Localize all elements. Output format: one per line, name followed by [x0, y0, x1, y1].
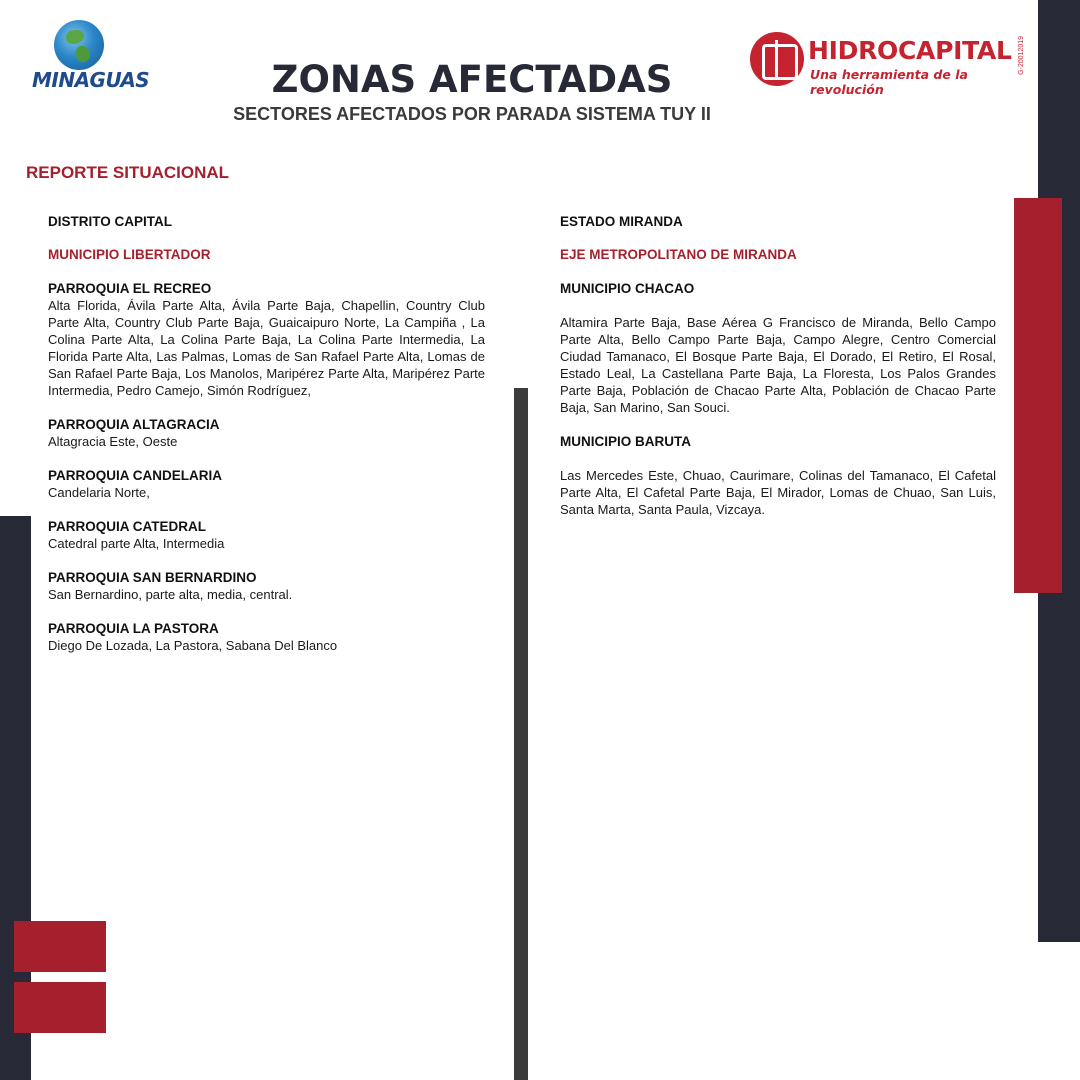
parish-section — [48, 569, 485, 603]
municipality-name: MUNICIPIO CHACAO — [560, 281, 695, 296]
axis-heading: EJE METROPOLITANO DE MIRANDA — [560, 247, 797, 262]
parish-name: PARROQUIA LA PASTORA — [48, 621, 219, 636]
decorative-square-red-bottom — [14, 982, 106, 1033]
right-column — [560, 213, 996, 535]
parish-section — [48, 280, 485, 399]
parish-sectors: Candelaria Norte, — [48, 485, 150, 500]
column-divider — [514, 388, 528, 1080]
hidrocapital-logo-name: HIDROCAPITAL — [808, 36, 1012, 65]
municipality-heading: MUNICIPIO LIBERTADOR — [48, 247, 211, 262]
hidrocapital-code: G-20012019 — [1018, 36, 1025, 75]
municipality-section — [560, 433, 996, 518]
parish-section — [48, 416, 485, 450]
parish-section — [48, 518, 485, 552]
page-subtitle: SECTORES AFECTADOS POR PARADA SISTEMA TUY II — [233, 104, 711, 124]
municipality-sectors: Las Mercedes Este, Chuao, Caurimare, Colinas del Tamanaco, El Cafetal Parte Alta, El Cafetal Parte Baja, El Mirador, Lomas de Chuao, San Luis, Santa Marta, Santa Paula, Vizcaya. — [560, 468, 996, 517]
hidrocapital-tagline: Una herramienta de la revolución — [810, 67, 968, 97]
parish-name: PARROQUIA CANDELARIA — [48, 468, 222, 483]
parish-sectors: San Bernardino, parte alta, media, central. — [48, 587, 293, 602]
municipality-section — [560, 280, 996, 416]
decorative-square-red-top — [14, 921, 106, 972]
parish-section — [48, 467, 485, 501]
region-heading: DISTRITO CAPITAL — [48, 214, 172, 229]
parish-section — [48, 620, 485, 654]
parish-sectors: Altagracia Este, Oeste — [48, 434, 178, 449]
region-heading: ESTADO MIRANDA — [560, 214, 683, 229]
municipality-sectors: Altamira Parte Baja, Base Aérea G Francisco de Miranda, Bello Campo Parte Alta, Bello Campo Parte Baja, Campo Alegre, Centro Comercial Ciudad Tamanaco, El Bosque Parte Baja, El Dorado, El Retiro, El Rosal, Estado Leal, La Castellana Parte Baja, La Floresta, Los Palos Grandes Parte Baja, Población de Chacao Parte Alta, Población de Chacao Parte Baja, San Marino, San Souci. — [560, 315, 996, 415]
parish-name: PARROQUIA ALTAGRACIA — [48, 417, 220, 432]
page-title: ZONAS AFECTADAS — [271, 58, 673, 101]
parish-sectors: Diego De Lozada, La Pastora, Sabana Del Blanco — [48, 638, 338, 653]
parish-name: PARROQUIA CATEDRAL — [48, 519, 206, 534]
parish-sectors: Catedral parte Alta, Intermedia — [48, 536, 225, 551]
minaguas-logo-text: MINAGUAS — [32, 68, 150, 92]
parish-name: PARROQUIA EL RECREO — [48, 281, 212, 296]
parish-name: PARROQUIA SAN BERNARDINO — [48, 570, 257, 585]
report-label: REPORTE SITUACIONAL — [26, 163, 230, 182]
parish-sectors: Alta Florida, Ávila Parte Alta, Ávila Parte Baja, Chapellin, Country Club Parte Alta, Country Club Parte Baja, Guaicaipuro Norte, La Campiña , La Colina Parte Alta, La Colina Parte Baja, La Colina Parte Intermedia, La Florida Parte Alta, Las Palmas, Lomas de San Rafael Parte Alta, Lomas de San Rafael Parte Baja, Los Manolos, Maripérez Parte Alta, Maripérez Parte Intermedia, Pedro Camejo, Simón Rodríguez, — [48, 298, 485, 398]
left-column — [48, 213, 485, 671]
decorative-bar-right-red — [1014, 198, 1062, 593]
municipality-name: MUNICIPIO BARUTA — [560, 434, 691, 449]
